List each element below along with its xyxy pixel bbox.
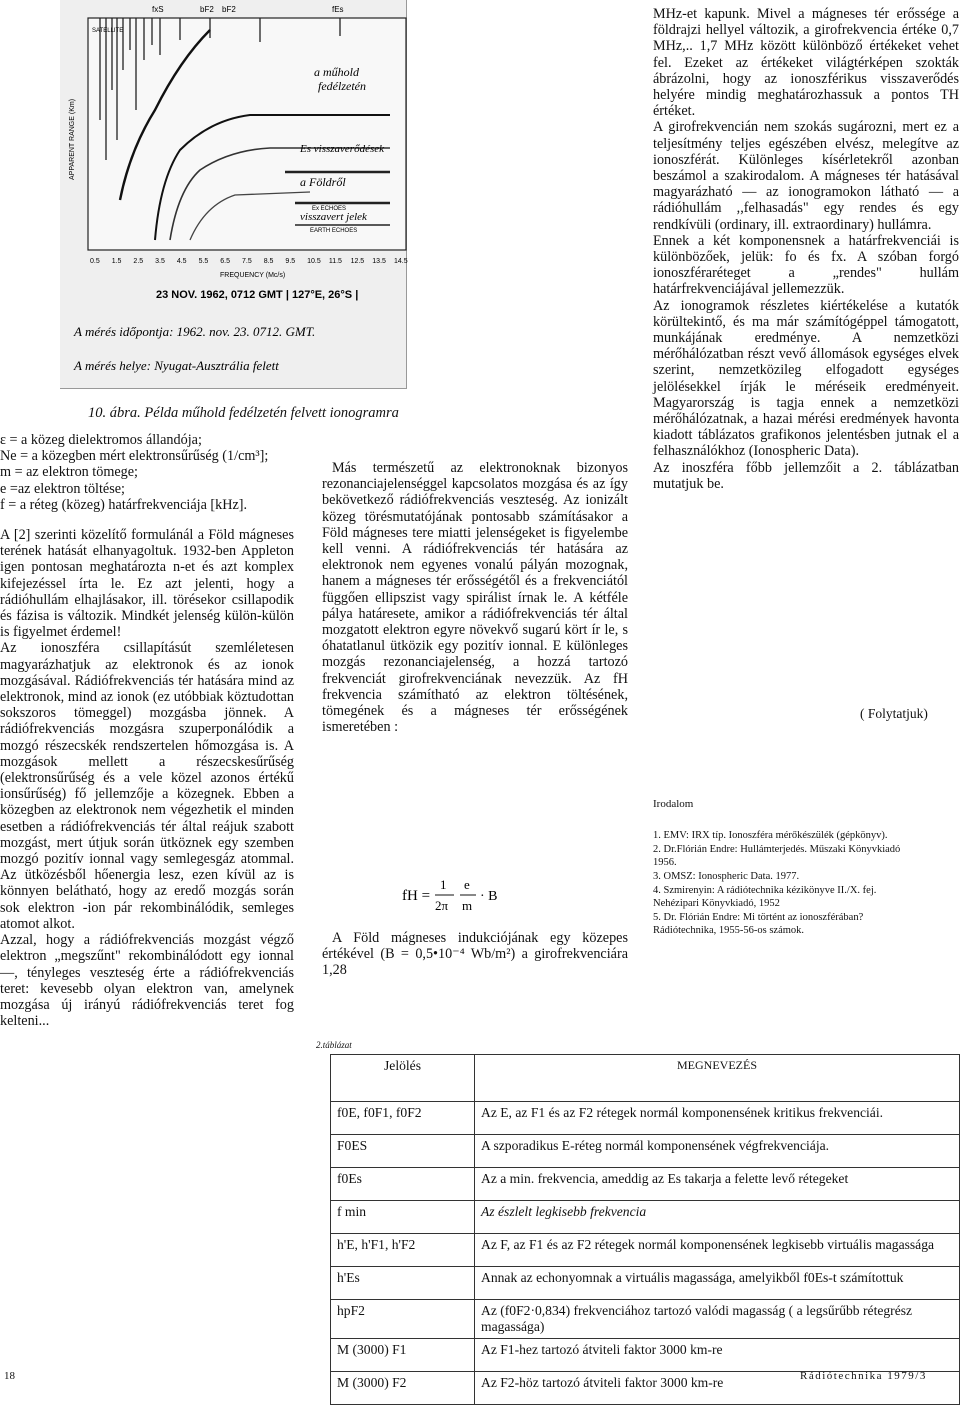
x-tick-label: 8.5 <box>263 258 274 265</box>
label-bf2b: bF2 <box>222 5 236 14</box>
table-row <box>331 1168 960 1201</box>
table-row <box>331 1339 960 1372</box>
table-row <box>331 1267 960 1300</box>
col3-paragraph-1: MHz-et kapunk. Mivel a mágneses tér erőssége a földrajzi hellyel változik, a girofrekvencia értéke 0,7 MHz,.. 1,7 MHz között különböző értékeket vehet fel. Ezeket az értékeket világtérképen szokták ábrázolni, hogy az ionoszférikus visszaverődés helyére mindig meghatározhassuk a pontos TH értéket. <box>653 6 959 120</box>
cell-symbol: M (3000) F2 <box>331 1372 475 1405</box>
def-ne: Ne = a közegben mért elektronsűrűség (1/cm³]; <box>0 448 269 465</box>
cell-desc: Az F, az F1 és az F2 rétegek normál komponensének legkisebb virtuális magassága <box>475 1234 960 1267</box>
cell-symbol: f0E, f0F1, f0F2 <box>331 1102 475 1135</box>
col2-paragraph-2: A Föld mágneses indukciójának egy közepes értékével (B = 0,5•10⁻⁴ Wb/m²) a girofrekvenciára 1,28 <box>322 930 628 979</box>
cell-desc: Az E, az F1 és az F2 rétegek normál komponensének kritikus frekvenciái. <box>475 1102 960 1135</box>
table-header-row <box>331 1055 960 1102</box>
x-tick-label: 1.5 <box>111 258 122 265</box>
hand-a-muhold: a műhold <box>314 65 359 79</box>
label-fxs: fxS <box>152 5 164 14</box>
x-tick-label: 3.5 <box>155 258 165 265</box>
page-number: 18 <box>4 1370 15 1382</box>
x-tick-label: 12.5 <box>350 258 365 265</box>
cell-desc: Az a min. frekvencia, ameddig az Es takarja a felette levő rétegeket <box>475 1168 960 1201</box>
x-tick-label: 13.5 <box>372 258 386 265</box>
formula-e: e <box>464 877 470 892</box>
journal-name: Rádiótechnika 1979/3 <box>800 1370 927 1382</box>
x-tick-label: 14.5 <box>394 258 408 265</box>
label-fes: fEs <box>332 5 344 14</box>
hand-visszavert: visszavert jelek <box>300 211 367 223</box>
formula-den1: 2π <box>435 898 449 913</box>
column-2 <box>322 460 628 735</box>
column-1 <box>0 432 294 1029</box>
label-satellite: SATELLITE <box>92 28 124 34</box>
references-title: Irodalom <box>653 798 694 810</box>
x-tick-label: 4.5 <box>176 258 187 265</box>
cell-desc: Az észlelt legkisebb frekvencia <box>475 1201 960 1234</box>
cell-symbol: F0ES <box>331 1135 475 1168</box>
col3-paragraph-3: Ennek a két komponensnek a határfrekvenciái is különbözőek, jelük: fo és fx. A szóban forgó ionoszféraréteget a „rendes" hullám határfrekvenciájával jellemezzük. <box>653 232 959 298</box>
table-label: 2.táblázat <box>316 1040 352 1050</box>
col3-paragraph-2: A girofrekvencián nem szokás sugározni, mert ez a teljesítmény teljes egészében elvész, melegítve az ionoszférát. Különleges kísérletekről azonban beszámol a szakirodalom. A mágneses tér hatásával magyarázható — az ionogramokon látható — a rádióhullám ,,felhasadás" egy rendes és egy rendkívüli (ordinary, ill. extraordinary) hullámra. <box>653 119 959 233</box>
cell-desc: Annak az echonyomnak a virtuális magassága, amelyikből f0Es-t számítottuk <box>475 1267 960 1300</box>
label-earth-echoes: EARTH ECHOES <box>310 228 358 234</box>
caption-text: Példa műhold fedélzetén felvett ionogramra <box>144 405 399 421</box>
cell-symbol: f0Es <box>331 1168 475 1201</box>
table-row <box>331 1234 960 1267</box>
parameters-table <box>330 1054 960 1405</box>
caption-number: 10. ábra. <box>88 405 141 421</box>
col2-paragraph-1: Más természetű az elektronoknak bizonyos rezonanciajelenséggel kapcsolatos mozgása és az így bekövetkező rádiófrekvenciás veszteség. Az ionizált közeg törésmutatójának pontosabb számításakor a Föld mágneses tere miatti jelenségeket is figyelembe kell venni. A rádiófrekvenciás tér hatására az elektronok nem egyenes vonalú pályán mozognak, hanem a mágneses tér erősségétől és a frekvenciától függően ellipszist vagy spirálist írnak le. A kétféle pálya határesete, amikor a rádiófrekvenciás tér által mozgatott elektron egyre növekvő sugarú kört ír le, s óhatatlanul ütközik egy pozitív ionnal. E különleges mozgás rezonanciajelenség, a hozzá tartozó frekvenciát girofrekvenciának nevezzük. Az fH frekvencia számítható az elektron töltésének, tömegének és a mágneses tér erősségének ismeretében : <box>322 460 628 736</box>
cell-symbol: M (3000) F1 <box>331 1339 475 1372</box>
ionogram-plot <box>60 0 406 388</box>
hand-fedelzeten: fedélzetén <box>318 79 366 93</box>
reference-item: 4. Szmirenyin: A rádiótechnika kézikönyve II./X. fej. Nehézipari Könyvkiadó, 1952 <box>653 885 877 909</box>
cell-symbol: h'Es <box>331 1267 475 1300</box>
x-tick-label: 6.5 <box>220 258 231 265</box>
def-m: m = az elektron tömege; <box>0 464 139 481</box>
header-jeloles: Jelölés <box>331 1055 475 1102</box>
reference-item: 5. Dr. Flórián Endre: Mi történt az ionoszférában? Rádiótechnika, 1955-56-os számok. <box>653 912 864 936</box>
cell-symbol: h'E, h'F1, h'F2 <box>331 1234 475 1267</box>
x-tick-label: 7.5 <box>242 258 252 265</box>
cell-desc: A szporadikus E-réteg normál komponensének végfrekvenciája. <box>475 1135 960 1168</box>
header-megnevezes: MEGNEVEZÉS <box>475 1055 960 1102</box>
table-row <box>331 1300 960 1339</box>
table-row <box>331 1102 960 1135</box>
figure-caption <box>88 405 399 422</box>
hand-hely: A mérés helye: Nyugat-Ausztrália felett <box>74 358 279 373</box>
x-tick-label: 11.5 <box>328 258 342 265</box>
y-axis-label: APPARENT RANGE (Km) <box>69 98 76 180</box>
continuation-note: ( Folytatjuk) <box>860 706 928 721</box>
x-tick-label: 2.5 <box>133 258 144 265</box>
column-2-bottom <box>322 930 628 979</box>
x-tick-label: 0.5 <box>90 258 100 265</box>
label-bf2: bF2 <box>200 5 214 14</box>
label-ex-echoes: Ex ECHOES <box>312 206 347 212</box>
references <box>653 798 913 938</box>
column-3 <box>653 6 959 492</box>
x-tick-label: 10.5 <box>307 258 321 265</box>
formula-lhs: fH = <box>402 888 431 904</box>
formula-rhs: · B <box>480 889 498 904</box>
col3-paragraph-5: Az inoszféra főbb jellemzőit a 2. táblázatban mutatjuk be. <box>653 459 959 492</box>
formula-m: m <box>462 898 473 913</box>
table-row <box>331 1135 960 1168</box>
x-tick-label: 5.5 <box>198 258 209 265</box>
ionogram-figure <box>60 0 407 389</box>
x-tick-label: 9.5 <box>285 258 296 265</box>
x-axis-label: FREQUENCY (Mc/s) <box>220 272 286 279</box>
cell-symbol: f min <box>331 1201 475 1234</box>
col1-paragraph-2: Az ionoszféra csillapításút szemléletesen magyarázhatjuk az elektronok és az ionok mozgásával. Rádiófrekvenciás tér hatására mind az elektronok, mind az ionok (ez utóbbiak köztudottan sokszoros tömeggel) mozgásba jönnek. A rádiófrekvenciás mozgásra szuperponálódik a mozgó részecskék rendszertelen hőmozgása is. A mozgások mellett a részecskesűrűség (elektronsűrűség és a vele közel azonos értékű ionsűrűség) fő jellemzője a közegnek. Ebben a közegben az elektronok nem végezhetik el minden esetben a rádiófrekvenciás tér által reájuk szabott mozgást, mert útjuk során ütköznek egy szemben mozgó pozitív ionnal vagy semlegesgáz atommal. Az ütközésből hőenergia lesz, ezen kívül az is könnyen belátható, hogy az eredő mozgás során sok elektron -ion pár rekombinálódik, semleges atomot alkot. <box>0 640 294 932</box>
table-row <box>331 1201 960 1234</box>
formula-num1: 1 <box>440 877 447 892</box>
col1-paragraph-1: A [2] szerinti közelítő formulánál a Föld mágneses terének hatását elhanyagoltuk. 1932-ben Appleton igen pontosan meghatározta n-et és azt komplex kifejezéssel írta le. Ez azt jelenti, hogy a rádióhullám elhajlásakor, ill. törésekor csillapodik és fázisa is változik. Mindkét jelenség külön-külön is figyelmet érdemel! <box>0 527 294 641</box>
reference-item: 1. EMV: IRX típ. Ionoszféra mérőkészülék (gépkönyv). <box>653 830 888 841</box>
cell-desc: Az F2-höz tartozó átviteli faktor 3000 km-re <box>475 1372 960 1405</box>
hand-ido: A mérés időpontja: 1962. nov. 23. 0712. GMT. <box>74 324 316 339</box>
reference-item: 3. OMSZ: Ionospheric Data. 1977. <box>653 871 800 882</box>
hand-es: Es visszaverődések <box>300 143 385 155</box>
def-e: e =az elektron töltése; <box>0 480 125 497</box>
hand-foldrol: a Földről <box>300 175 346 189</box>
reference-item: 2. Dr.Flórián Endre: Hullámterjedés. Műszaki Könyvkiadó 1956. <box>653 844 901 868</box>
col1-paragraph-3: Azzal, hogy a rádiófrekvenciás mozgást végző elektron „megszűnt" rekombinálódott egy ionnal —, tényleges veszteség érte a rádiófrekvenciás teret: kevesebb olyan elektron van, amelynek mozgása új irányú rádiófrekvenciás teret fog kelteni... <box>0 932 294 1030</box>
def-f: f = a réteg (közeg) határfrekvenciája [kHz]. <box>0 496 248 513</box>
girofrequency-formula <box>402 872 512 918</box>
date-line: 23 NOV. 1962, 0712 GMT | 127°E, 26°S | <box>156 289 359 301</box>
cell-symbol: hpF2 <box>331 1300 475 1339</box>
cell-desc: Az (f0F2·0,834) frekvenciához tartozó valódi magasság ( a legsűrűbb rétegrész magassága) <box>475 1300 960 1339</box>
def-epsilon: ε = a közeg dielektromos állandója; <box>0 432 202 448</box>
col3-paragraph-4: Az ionogramok részletes kiértékelése a kutatók körültekintő, és ma már számítógéppel támogatott, munkájának eredménye. A nemzetközi mérőhálózatban részt vevő állomások egységes elvek szerint, nemzetközileg elfogadott egységes jelölésekkel írják le méréseik eredményeit. Magyarország is tagja ennek a nemzetközi mérőhálózatnak, a hazai mérési eredmények havonta kiadott táblázatos grafikonos jelentésben jutnak el a felhasználókhoz (Ionospheric Data). <box>653 297 959 460</box>
cell-desc: Az F1-hez tartozó átviteli faktor 3000 km-re <box>475 1339 960 1372</box>
